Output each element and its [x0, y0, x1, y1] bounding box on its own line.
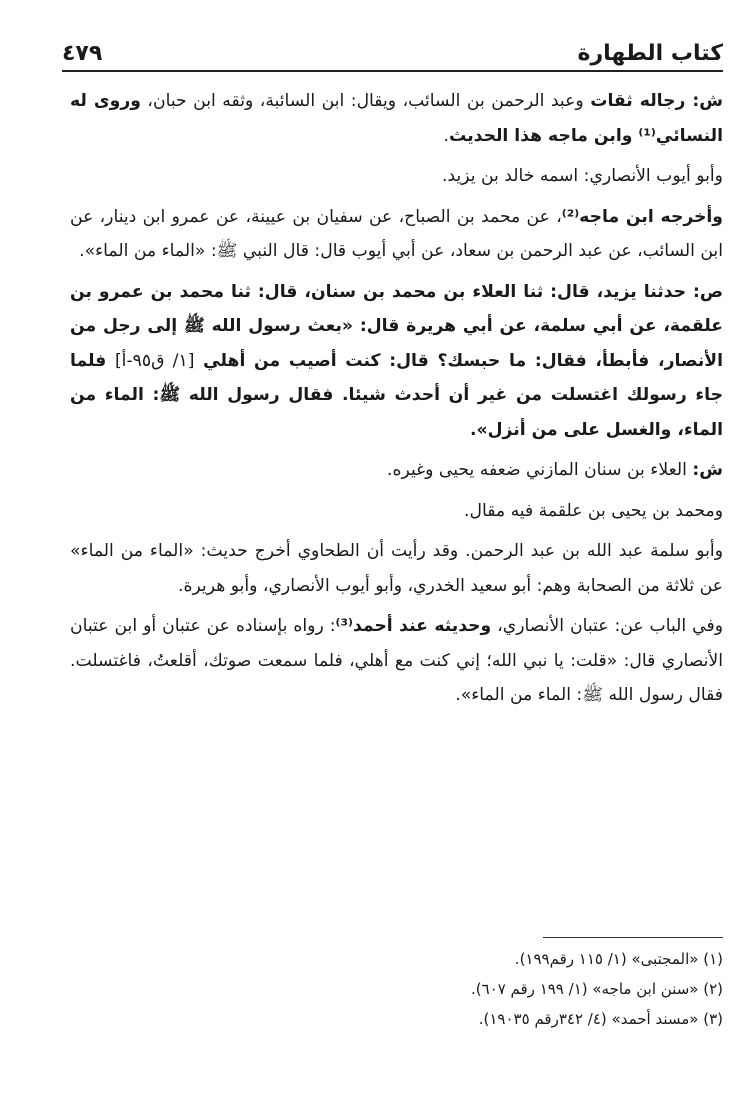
text: العلاء بن سنان المازني ضعفه يحيى وغيره. — [387, 460, 693, 480]
chapter-title: كتاب الطهارة — [577, 41, 723, 66]
header-divider — [62, 70, 723, 72]
footnote: (٢) «سنن ابن ماجه» (١/ ١٩٩ رقم ٦٠٧). — [470, 980, 723, 998]
main-text — [70, 84, 723, 719]
page-header — [62, 30, 723, 66]
text: ومحمد بن يحيى بن علقمة فيه مقال. — [464, 500, 723, 521]
text: وأبو سلمة عبد الله بن عبد الرحمن. وقد رأيت أن الطحاوي أخرج حديث: «الماء من الماء» عن ثلاثة من الصحابة وهم: أبو سعيد الخدري، وأبو أيوب الأنصاري، وأبو هريرة. — [70, 541, 723, 596]
footnote-divider — [543, 937, 723, 938]
text: وأبو أيوب الأنصاري: اسمه خالد بن يزيد. — [441, 166, 723, 186]
footnote: (١) «المجتبى» (١/ ١١٥ رقم١٩٩). — [514, 950, 723, 968]
bold-text: وروى له النسائي⁽¹⁾ وابن ماجه هذا الحديث — [70, 91, 723, 146]
paragraph — [70, 159, 723, 194]
text: وعبد الرحمن بن السائب، ويقال: ابن السائبة، وثقه ابن حبان، — [140, 91, 591, 111]
footnote: (٣) «مسند أحمد» (٤/ ٣٤٢رقم ١٩٠٣٥). — [478, 1010, 723, 1028]
text: ، عن محمد بن الصباح، عن سفيان بن عيينة، عن عمرو ابن دينار، عن ابن السائب، عن عبد الرحمن بن سعاد، عن أبي أيوب قال: قال النبي ﷺ: «الماء من الماء». — [70, 206, 723, 261]
text: : رواه بإسناده عن عتبان أو ابن عتبان الأنصاري قال: «قلت: يا نبي الله؛ إني كنت مع أهلي، فلما سمعت صوتك، أقلعتُ، فاغتسلت. فقال رسول الله ﷺ: الماء من الماء». — [70, 616, 723, 705]
footnotes — [70, 944, 723, 1034]
paragraph — [70, 453, 723, 488]
paragraph — [70, 494, 723, 529]
text: . — [443, 125, 450, 146]
paragraph — [70, 200, 723, 269]
bold-text: ش: رجاله ثقات — [590, 91, 723, 111]
page-number: ٤٧٩ — [62, 41, 103, 66]
bold-text: فلما جاء رسولك اغتسلت من غير أن أحدث شيئا. فقال رسول الله ﷺ: الماء من الماء، والغسل على من أنزل». — [70, 350, 723, 440]
paragraph — [70, 609, 723, 713]
paragraph — [70, 84, 723, 153]
bold-text: ص: حدثنا يزيد، قال: ثنا العلاء بن محمد بن سنان، قال: ثنا محمد بن عمرو بن علقمة، عن أبي سلمة، عن أبي هريرة قال: «بعث رسول الله ﷺ إلى رجل من الأنصار، فأبطأ، فقال: ما حبسك؟ قال: كنت أصيب من أهلي — [70, 281, 723, 371]
text: وفي الباب عن: عتبان الأنصاري، — [491, 616, 723, 636]
paragraph — [70, 534, 723, 603]
bold-text: وأخرجه ابن ماجه⁽²⁾ — [561, 206, 723, 227]
text: [١/ ق٩٥-أ] — [114, 350, 195, 371]
paragraph — [70, 275, 723, 448]
bold-text: وحديثه عند أحمد⁽³⁾ — [335, 616, 492, 636]
bold-text: ش: — [692, 460, 723, 480]
